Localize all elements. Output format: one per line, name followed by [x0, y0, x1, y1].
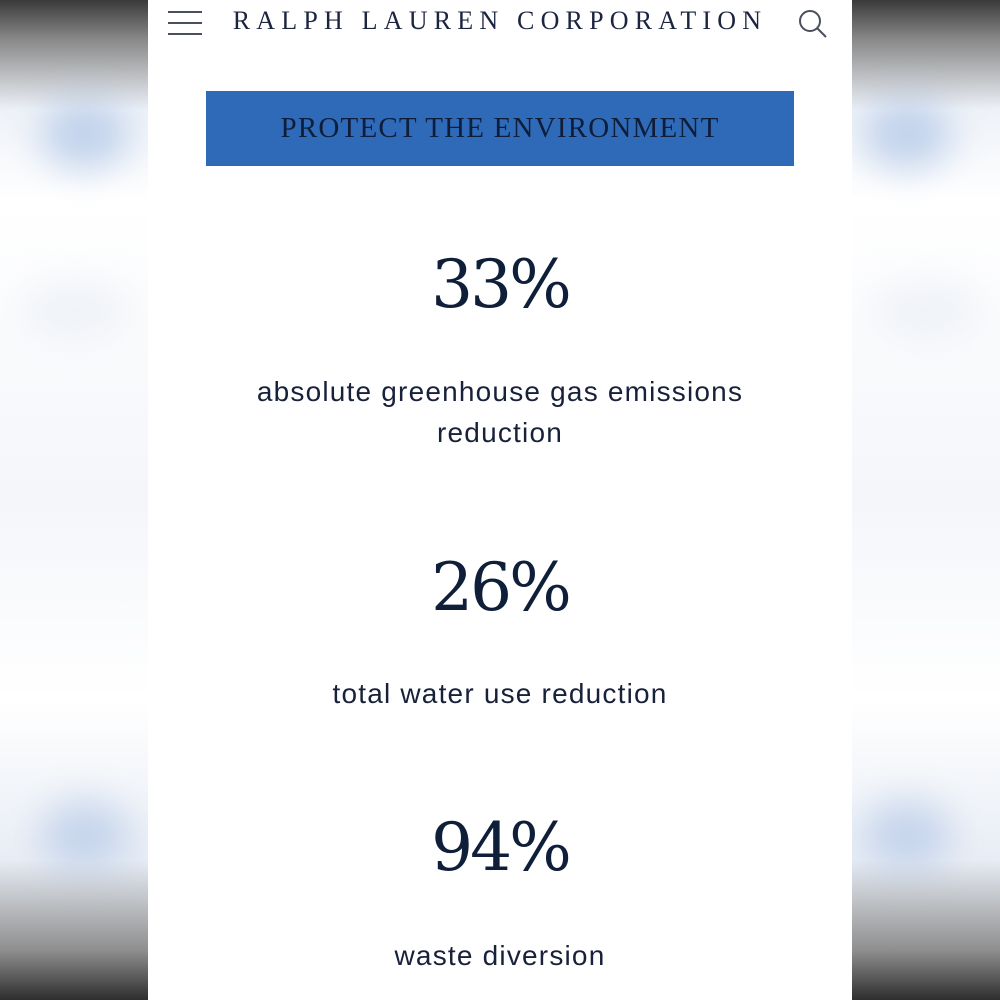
section-banner [206, 91, 794, 166]
stat-label-water: total water use reduction [332, 678, 668, 709]
brand-logo-text[interactable]: RALPH LAUREN CORPORATION [232, 6, 768, 35]
stat-label-waste: waste diversion [394, 940, 606, 971]
hamburger-menu-icon[interactable] [168, 9, 202, 37]
section-title: PROTECT THE ENVIRONMENT [280, 112, 720, 144]
mobile-page [148, 0, 852, 1000]
right-blurred-edge [852, 0, 1000, 1000]
stat-value-waste: 94% [431, 809, 569, 886]
search-icon[interactable] [796, 8, 830, 42]
stat-label-emissions: absolute greenhouse gas emissions reduction [256, 376, 744, 448]
stat-value-water: 26% [431, 549, 569, 626]
stat-value-emissions: 33% [431, 246, 569, 323]
left-blurred-edge [0, 0, 148, 1000]
site-header [148, 0, 852, 48]
